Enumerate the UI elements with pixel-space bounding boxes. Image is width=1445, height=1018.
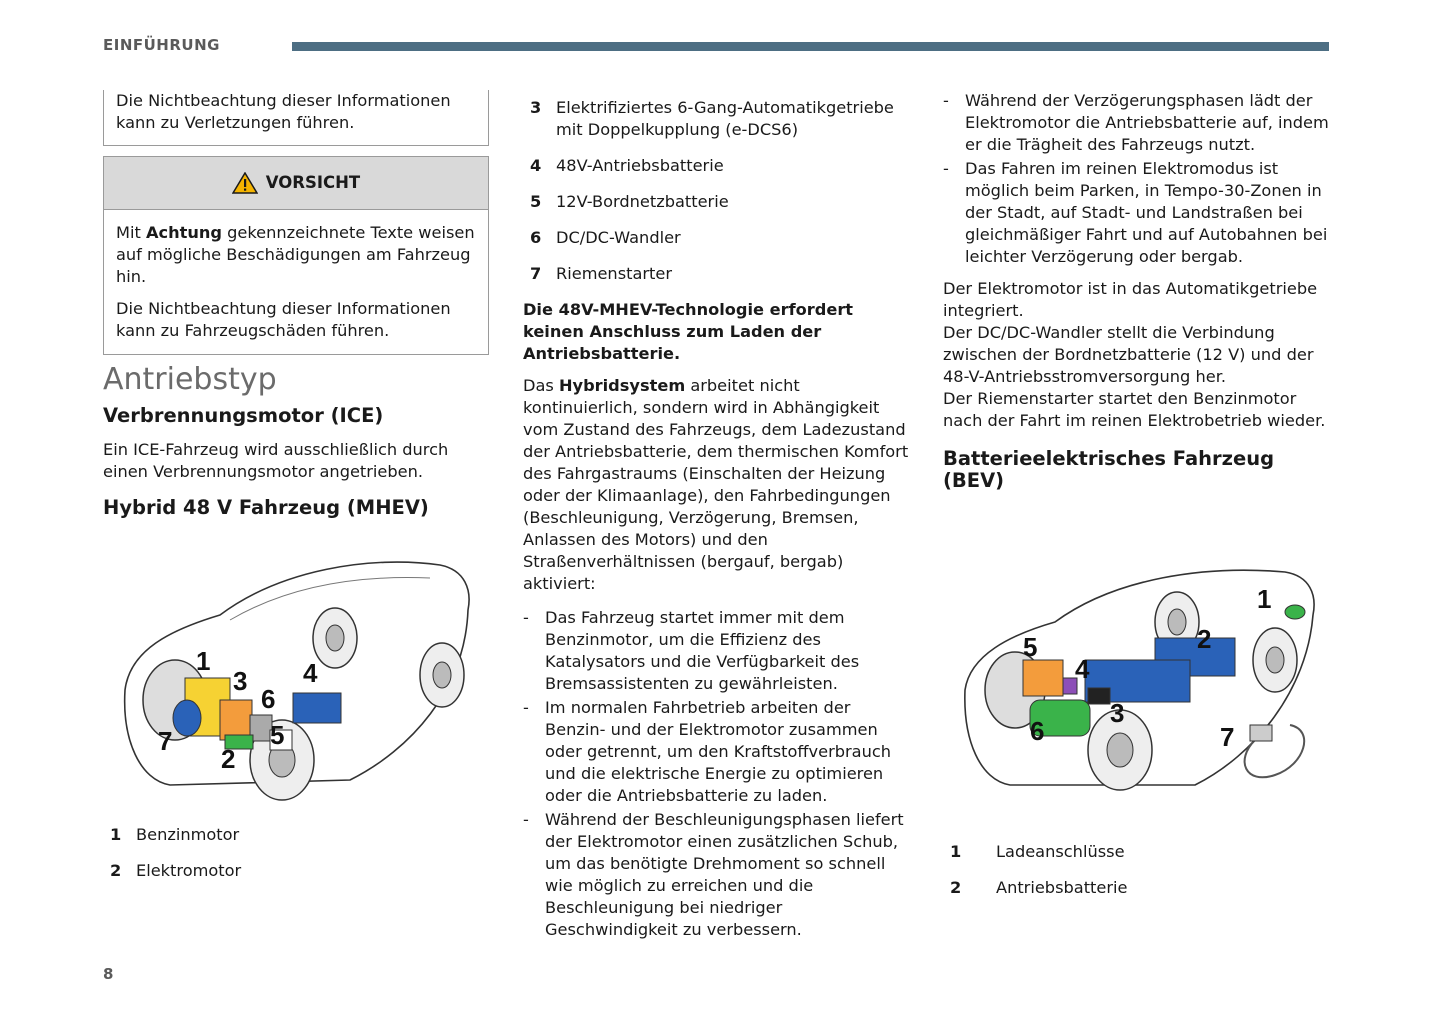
figure-label-6: 6 [1030, 716, 1045, 746]
bullet-list [943, 90, 1333, 268]
warning-text: Die Nichtbeachtung dieser Informationen kann zu Verletzungen führen. [116, 91, 451, 132]
paragraph: Der Riemenstarter startet den Benzinmotor nach der Fahrt im reinen Elektrobetrieb wieder. [943, 389, 1326, 430]
list-item: 2 Antriebsbatterie [950, 878, 1128, 897]
paragraph: Der Elektromotor ist in das Automatikgetriebe integriert. [943, 279, 1318, 320]
list-item: - Während der Verzögerungsphasen lädt der Elektromotor die Antriebsbatterie auf, indem er die Trägheit des Fahrzeugs nutzt. [943, 91, 1329, 154]
ice-text: Ein ICE-Fahrzeug wird ausschließlich durch einen Verbrennungsmotor angetrieben. [103, 440, 449, 481]
page-number: 8 [103, 965, 114, 983]
list-item: 5 12V-Bordnetzbatterie [530, 192, 729, 211]
figure-label-2: 2 [221, 744, 236, 774]
bev-car-diagram [955, 560, 1325, 810]
figure-label-5: 5 [270, 720, 285, 750]
figure-label-3: 3 [1110, 698, 1125, 728]
column-1 [103, 90, 489, 519]
list-item: 2 Elektromotor [110, 861, 242, 880]
list-item: 3 Elektrifiziertes 6-Gang-Automatikgetriebe mit Doppelkupplung (e-DCS6) [530, 98, 894, 139]
caution-box [103, 156, 489, 355]
bold-note: Die 48V-MHEV-Technologie erfordert keinen Anschluss zum Laden der Antriebsbatterie. [523, 300, 854, 363]
list-item: - Im normalen Fahrbetrieb arbeiten der Benzin- und der Elektromotor zusammen oder getrennt, um den Kraftstoffverbrauch und die elektrische Energie zu optimieren oder die Antriebsbatterie zu laden. [523, 698, 891, 805]
header-bar [292, 42, 1329, 51]
bullet-list [523, 607, 913, 941]
warning-box-tail [103, 90, 489, 146]
figure-label-7: 7 [158, 726, 173, 756]
caution-header [104, 157, 488, 210]
column-3 [943, 90, 1333, 492]
figure-label-6: 6 [261, 684, 276, 714]
hybrid-paragraph: Das Hybridsystem arbeitet nicht kontinuierlich, sondern wird in Abhängigkeit vom Zustand des Fahrzeugs, dem Ladezustand der Antriebsbatterie, dem thermischen Komfort des Fahrgastraums (Einschalten der Heizung oder der Klimaanlage), den Fahrbedingungen (Beschleunigung, Verzögerung, Bremsen, Anlassen des Motors) und den Straßenverhältnissen (bergauf, bergab) aktiviert: [523, 376, 909, 593]
figure-label-2: 2 [1197, 624, 1212, 654]
figure-label-5: 5 [1023, 632, 1038, 662]
list-item: 7 Riemenstarter [530, 264, 673, 283]
mhev-car-diagram [110, 550, 480, 810]
column-2 [523, 97, 913, 943]
figure-label-4: 4 [1075, 654, 1090, 684]
figure-label-4: 4 [303, 658, 318, 688]
bev-legend [950, 841, 1330, 913]
mhev-legend-2 [523, 97, 913, 285]
ice-heading: Verbrennungsmotor (ICE) [103, 404, 384, 427]
section-label: EINFÜHRUNG [103, 36, 220, 54]
bev-heading: Batterieelektrisches Fahrzeug (BEV) [943, 447, 1275, 492]
list-item: - Während der Beschleunigungsphasen liefert der Elektromotor einen zusätzlichen Schub, um das benötigte Drehmoment so schnell wie möglich zu erreichen und die Beschleunigung bei niedriger Geschwindigkeit zu verbessern. [523, 810, 904, 939]
list-item: 1 Benzinmotor [110, 825, 240, 844]
mhev-heading: Hybrid 48 V Fahrzeug (MHEV) [103, 496, 429, 519]
mhev-legend-1 [110, 824, 490, 896]
figure-label-1: 1 [196, 646, 211, 676]
list-item: 1 Ladeanschlüsse [950, 842, 1125, 861]
caution-paragraph-2: Die Nichtbeachtung dieser Informationen kann zu Fahrzeugschäden führen. [116, 299, 451, 340]
caution-title: VORSICHT [265, 173, 361, 192]
figure-label-7: 7 [1220, 722, 1235, 752]
warning-triangle-icon [232, 172, 258, 194]
list-item: - Das Fahren im reinen Elektromodus ist möglich beim Parken, in Tempo-30-Zonen in der Stadt, auf Stadt- und Landstraßen bei gleichmäßiger Fahrt und auf Autobahnen bei leichter Verzögerung oder bergab. [943, 159, 1328, 266]
figure-label-3: 3 [233, 666, 248, 696]
paragraph: Der DC/DC-Wandler stellt die Verbindung zwischen der Bordnetzbatterie (12 V) und der 48-V-Antriebsstromversorgung her. [943, 323, 1314, 386]
list-item: 4 48V-Antriebsbatterie [530, 156, 724, 175]
caution-paragraph-1: Mit Achtung gekennzeichnete Texte weisen auf mögliche Beschädigungen am Fahrzeug hin. [116, 223, 475, 286]
list-item: - Das Fahrzeug startet immer mit dem Benzinmotor, um die Effizienz des Katalysators und die Verfügbarkeit des Bremsassistenten zu gewährleisten. [523, 608, 860, 693]
list-item: 6 DC/DC-Wandler [530, 228, 681, 247]
page-title: Antriebstyp [103, 362, 277, 397]
figure-label-1: 1 [1257, 584, 1272, 614]
